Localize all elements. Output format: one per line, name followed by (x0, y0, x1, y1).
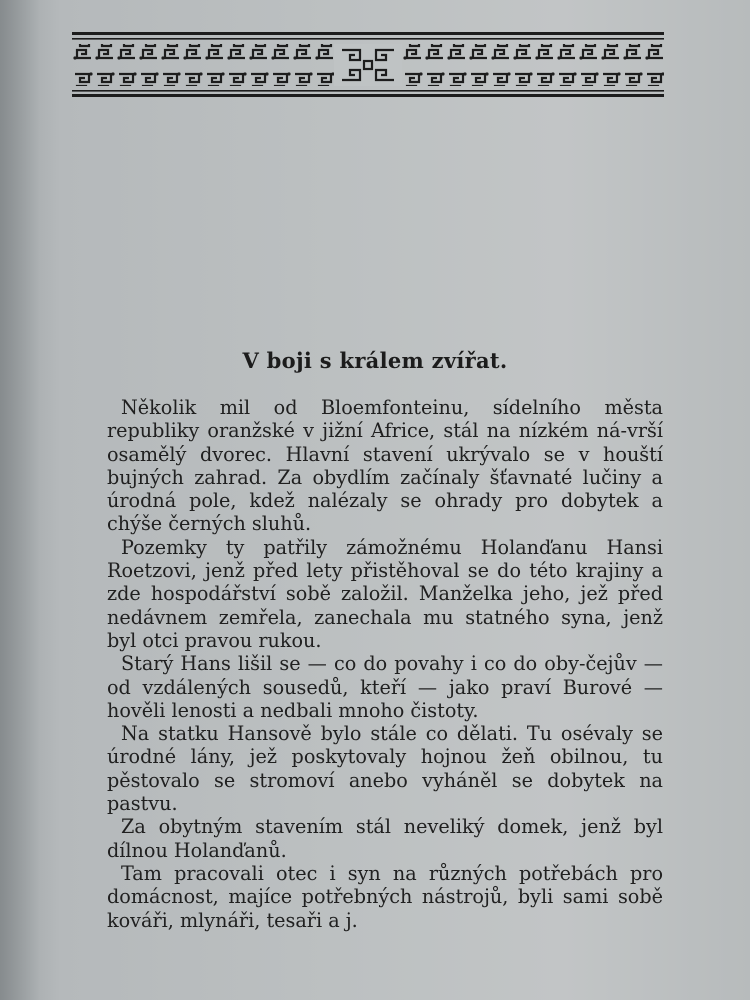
paragraph: Pozemky ty patřily zámožnému Holanďanu Hansi Roetzovi, jenž před lety přistěhoval se do této krajiny a zde hospodářství sobě založil. Manželka jeho, jež před nedávnem zemřela, zanechala mu statného syna, jenž byl otci pravou rukou. (107, 535, 663, 652)
paragraph: Několik mil od Bloemfonteinu, sídelního města republiky oranžské v jižní Africe, stál na nízkém ná-vrší osamělý dvorec. Hlavní stavení ukrývalo se v houští bujných zahrad. Za obydlím začínaly šťavnaté lučiny a úrodná pole, kdež nalézaly se ohrady pro dobytek a chýše černých sluhů. (107, 396, 663, 536)
page-gutter-shadow (0, 0, 40, 1000)
paragraph: Starý Hans lišil se — co do povahy i co do oby-čejův — od vzdálených sousedů, kteří — jako praví Burové — hověli lenosti a nedbali mnoho čistoty. (107, 652, 663, 722)
paragraph: Tam pracovali otec i syn na různých potřebách pro domácnost, majíce potřebných nástrojů, byli sami sobě kováři, mlynáři, tesaři a j. (107, 861, 663, 932)
paragraph: Na statku Hansově bylo stále co dělati. Tu osévaly se úrodné lány, jež poskytovaly hojnou žeň obilnou, tu pěstovalo se stromoví anebo vyháněl se dobytek na pastvu. (107, 722, 663, 816)
paragraph: Za obytným stavením stál neveliký domek, jenž byl dílnou Holanďanů. (107, 815, 663, 862)
decorative-header-border (72, 30, 664, 102)
chapter-title: V boji s králem zvířat. (242, 348, 508, 373)
body-text (107, 396, 663, 932)
